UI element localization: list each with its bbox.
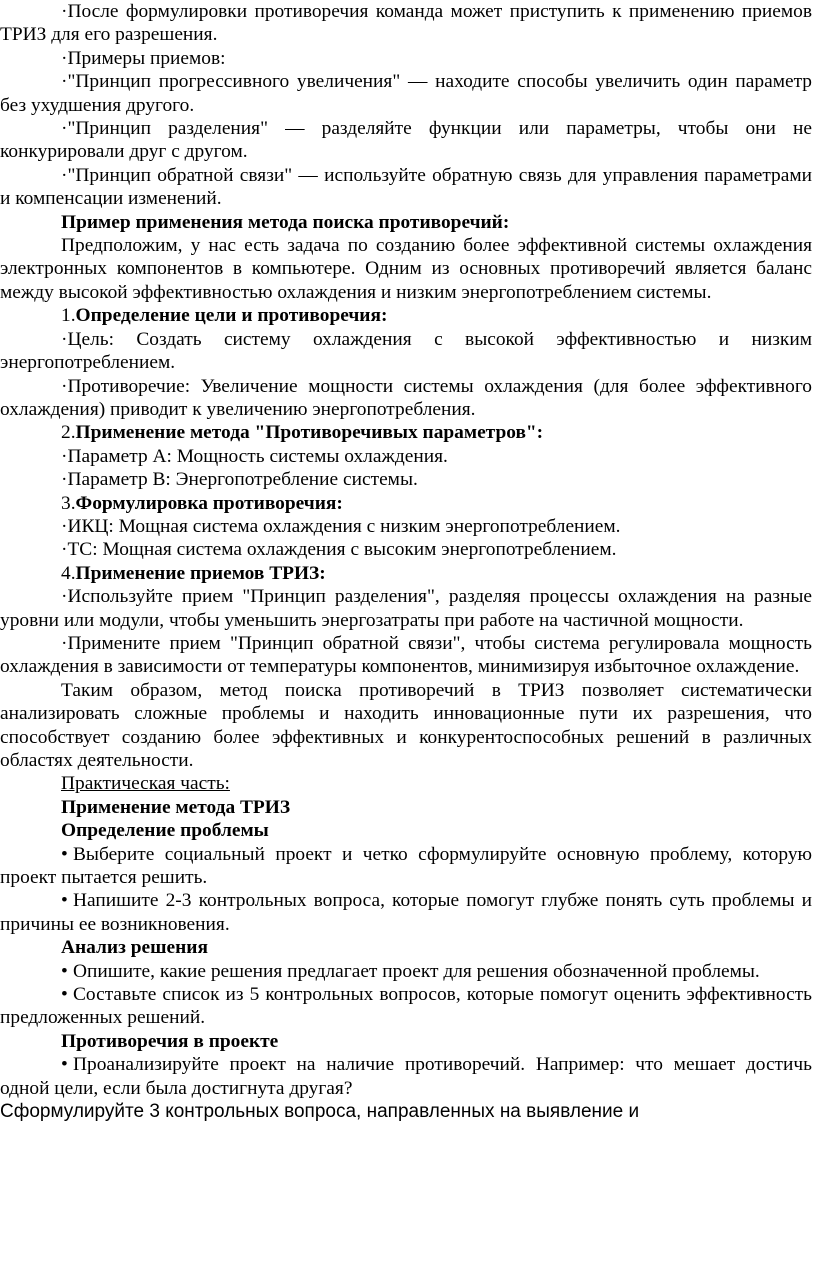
numbered-heading-text: Применение приемов ТРИЗ: — [75, 562, 326, 584]
paragraph: ·Примеры приемов: — [61, 47, 226, 69]
paragraph: ·Противоречие: Увеличение мощности системы охлаждения (для более эффективного охлаждения) приводит к увеличению энергопотребления. — [0, 375, 812, 420]
bullet-icon: • — [61, 843, 68, 865]
bullet-icon: • — [61, 1054, 68, 1076]
numbered-heading — [0, 421, 816, 444]
section-heading: Противоречия в проекте — [61, 1030, 279, 1052]
paragraph: ·Параметр A: Мощность системы охлаждения. — [61, 445, 448, 467]
list-number: 2. — [61, 422, 76, 444]
sans-paragraph: Сформулируйте 3 контрольных вопроса, направленных на выявление и — [0, 1101, 640, 1123]
numbered-heading — [0, 492, 816, 515]
bullet-item — [0, 889, 816, 936]
section-heading: Анализ решения — [61, 937, 208, 959]
list-number: 1. — [61, 305, 76, 327]
numbered-heading-text: Формулировка противоречия: — [75, 492, 343, 514]
bullet-icon: • — [61, 984, 68, 1006]
practical-part-label — [0, 772, 816, 795]
bullet-text: Выберите социальный проект и четко сформулируйте основную проблему, которую проект пытается решить. — [0, 843, 812, 889]
section-heading: Применение метода ТРИЗ — [61, 796, 291, 818]
bullet-item — [0, 983, 816, 1030]
numbered-heading — [0, 562, 816, 585]
list-number: 3. — [61, 492, 76, 514]
bullet-item — [0, 1053, 816, 1100]
bullet-icon: • — [61, 890, 68, 912]
bullet-text: Напишите 2-3 контрольных вопроса, которые помогут глубже понять суть проблемы и причины ее возникновения. — [0, 890, 812, 935]
paragraph: ·"Принцип прогрессивного увеличения" — находите способы увеличить один параметр без ухудшения другого. — [0, 71, 812, 116]
bullet-text: Составьте список из 5 контрольных вопросов, которые помогут оценить эффективность предложенных решений. — [0, 984, 812, 1029]
numbered-heading-text: Определение цели и противоречия: — [75, 305, 388, 327]
bullet-text: Опишите, какие решения предлагает проект для решения обозначенной проблемы. — [73, 960, 760, 982]
paragraph: Предположим, у нас есть задача по созданию более эффективной системы охлаждения электронных компонентов в компьютере. Одним из основных противоречий является баланс между высокой эффективностью охлаждения и низким энергопотреблением системы. — [0, 235, 812, 303]
practical-part-text: Практическая часть: — [61, 773, 230, 795]
section-heading: Пример применения метода поиска противоречий: — [61, 211, 510, 233]
bullet-item — [0, 843, 816, 890]
bullet-text: Проанализируйте проект на наличие противоречий. Например: что мешает достичь одной цели, если была достигнута другая? — [0, 1054, 812, 1099]
paragraph: ·"Принцип обратной связи" — используйте обратную связь для управления параметрами и компенсации изменений. — [0, 164, 812, 210]
paragraph: ·Параметр B: Энергопотребление системы. — [61, 469, 418, 491]
paragraph: ·После формулировки противоречия команда может приступить к применению приемов ТРИЗ для его разрешения. — [0, 1, 812, 46]
paragraph: ·Цель: Создать систему охлаждения с высокой эффективностью и низким энергопотреблением. — [0, 328, 812, 374]
paragraph: ·"Принцип разделения" — разделяйте функции или параметры, чтобы они не конкурировали друг с другом. — [0, 118, 812, 163]
section-heading: Определение проблемы — [61, 820, 269, 842]
paragraph: ·Используйте прием "Принцип разделения", разделяя процессы охлаждения на разные уровни или модули, чтобы уменьшить энергозатраты при работе на частичной мощности. — [0, 586, 812, 631]
bullet-icon: • — [61, 960, 68, 982]
paragraph: ·Примените прием "Принцип обратной связи", чтобы система регулировала мощность охлаждения в зависимости от температуры компонентов, минимизируя избыточное охлаждение. — [0, 632, 812, 678]
paragraph: ·ИКЦ: Мощная система охлаждения с низким энергопотреблением. — [61, 515, 621, 537]
paragraph: Таким образом, метод поиска противоречий в ТРИЗ позволяет систематически анализировать сложные проблемы и находить инновационные пути их разрешения, что способствует созданию более эффективных и конкурентоспособных решений в различных областях деятельности. — [0, 679, 812, 771]
list-number: 4. — [61, 562, 76, 584]
numbered-heading-text: Применение метода "Противоречивых параметров": — [75, 422, 544, 444]
bullet-item — [0, 960, 816, 983]
numbered-heading — [0, 304, 816, 327]
paragraph: ·ТС: Мощная система охлаждения с высоким энергопотреблением. — [61, 539, 617, 561]
